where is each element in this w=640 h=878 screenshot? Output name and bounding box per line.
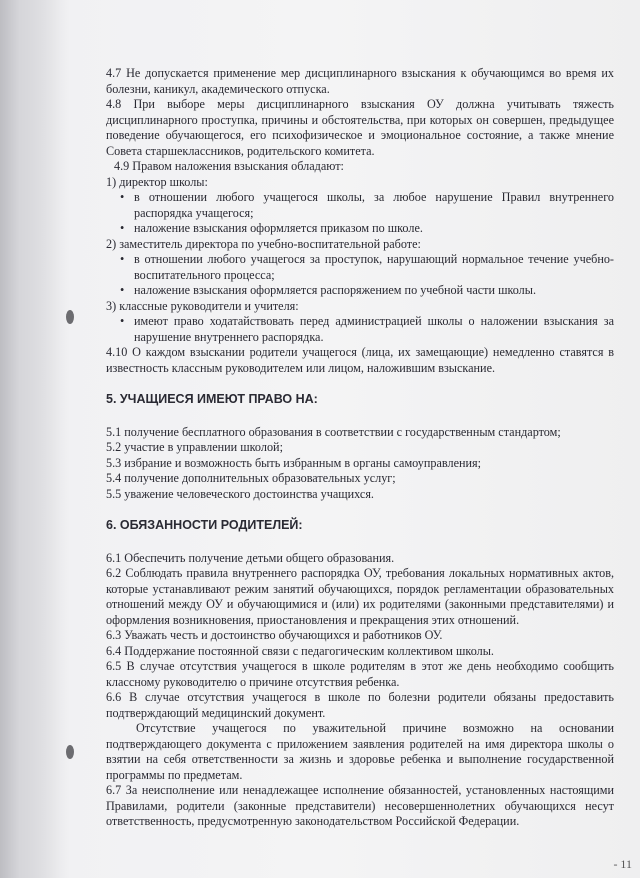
paragraph-4-10: 4.10 О каждом взыскании родители учащегося (лица, их замещающие) немедленно ставятся в известность классным руководителем или лицом, наложившим взыскание. [106,345,614,375]
section-6-item: 6.3 Уважать честь и достоинство обучающихся и работников ОУ. [106,628,443,642]
document-body [106,66,614,830]
section-5-item: 5.4 получение дополнительных образовательных услуг; [106,471,396,485]
bullet-director-2: • наложение взыскания оформляется приказом по школе. [106,221,614,237]
punch-hole [66,310,74,324]
page-number: - 11 [613,857,632,871]
bullet-teachers-1: • имеют право ходатайствовать перед администрацией школы о наложении взыскания за нарушение внутреннего распорядка. [106,314,614,345]
section-5-heading: 5. УЧАЩИЕСЯ ИМЕЮТ ПРАВО НА: [106,392,318,406]
paragraph-6-7: 6.7 За неисполнение или ненадлежащее исполнение обязанностей, установленных настоящими Правилами, родители (законные представители) несовершеннолетних обучающихся несут ответственность, предусмотренную законодательством Российской Федерации. [106,783,614,828]
section-6-item: 6.1 Обеспечить получение детьми общего образования. [106,550,395,565]
list-item-director: 1) директор школы: [106,174,208,189]
paragraph-4-9: 4.9 Правом наложения взыскания обладают: [114,159,344,173]
section-6-item: 6.5 В случае отсутствия учащегося в школе родителям в этот же день необходимо сообщить классному руководителю о причине отсутствия ребенка. [106,659,614,689]
absence-paragraph: Отсутствие учащегося по уважительной причине возможно на основании подтверждающего документа с приложением заявления родителей на имя директора школы о взятии на себя ответственности за жизнь и здоровье ребенка и выполнение государственной программы по предметам. [106,721,614,782]
section-5-item: 5.1 получение бесплатного образования в соответствии с государственным стандартом; [106,424,561,439]
punch-hole [66,745,74,759]
bullet-deputy-1: • в отношении любого учащегося за проступок, нарушающий нормальное течение учебно-воспитательного процесса; [106,252,614,283]
bullet-director-1: • в отношении любого учащегося школы, за любое нарушение Правил внутреннего распорядка учащегося; [106,190,614,221]
section-6-item: 6.4 Поддержание постоянной связи с педагогическим коллективом школы. [106,643,494,658]
list-item-deputy: 2) заместитель директора по учебно-воспитательной работе: [106,236,421,251]
list-item-teachers: 3) классные руководители и учителя: [106,298,299,313]
binding-shadow [0,0,70,878]
paragraph-4-7: 4.7 Не допускается применение мер дисциплинарного взыскания к обучающимся во время их болезни, каникул, академического отпуска. [106,66,614,96]
section-5-item: 5.2 участие в управлении школой; [106,440,283,454]
section-6-item: 6.2 Соблюдать правила внутреннего распорядка ОУ, требования локальных нормативных актов, которые устанавливают режим занятий обучающихся, порядок регламентации образовательных отношений между ОУ и обучающимися и (или) их родителями (законными представителями) и оформления возникновения, приостановления и прекращения этих отношений. [106,566,614,627]
section-5-item: 5.3 избрание и возможность быть избранным в органы самоуправления; [106,455,482,470]
section-5-item: 5.5 уважение человеческого достоинства учащихся. [106,486,374,501]
section-6-item: 6.6 В случае отсутствия учащегося в школе по болезни родители обязаны предоставить подтверждающий медицинский документ. [106,690,614,720]
paragraph-4-8: 4.8 При выборе меры дисциплинарного взыскания ОУ должна учитывать тяжесть дисциплинарного проступка, причины и обстоятельства, при которых он совершен, предыдущее поведение обучающегося, его психофизическое и эмоциональное состояние, а также мнение Совета старшеклассников, родительского комитета. [106,97,614,158]
section-6-heading: 6. ОБЯЗАННОСТИ РОДИТЕЛЕЙ: [106,518,303,532]
bullet-deputy-2: • наложение взыскания оформляется распоряжением по учебной части школы. [106,283,614,299]
